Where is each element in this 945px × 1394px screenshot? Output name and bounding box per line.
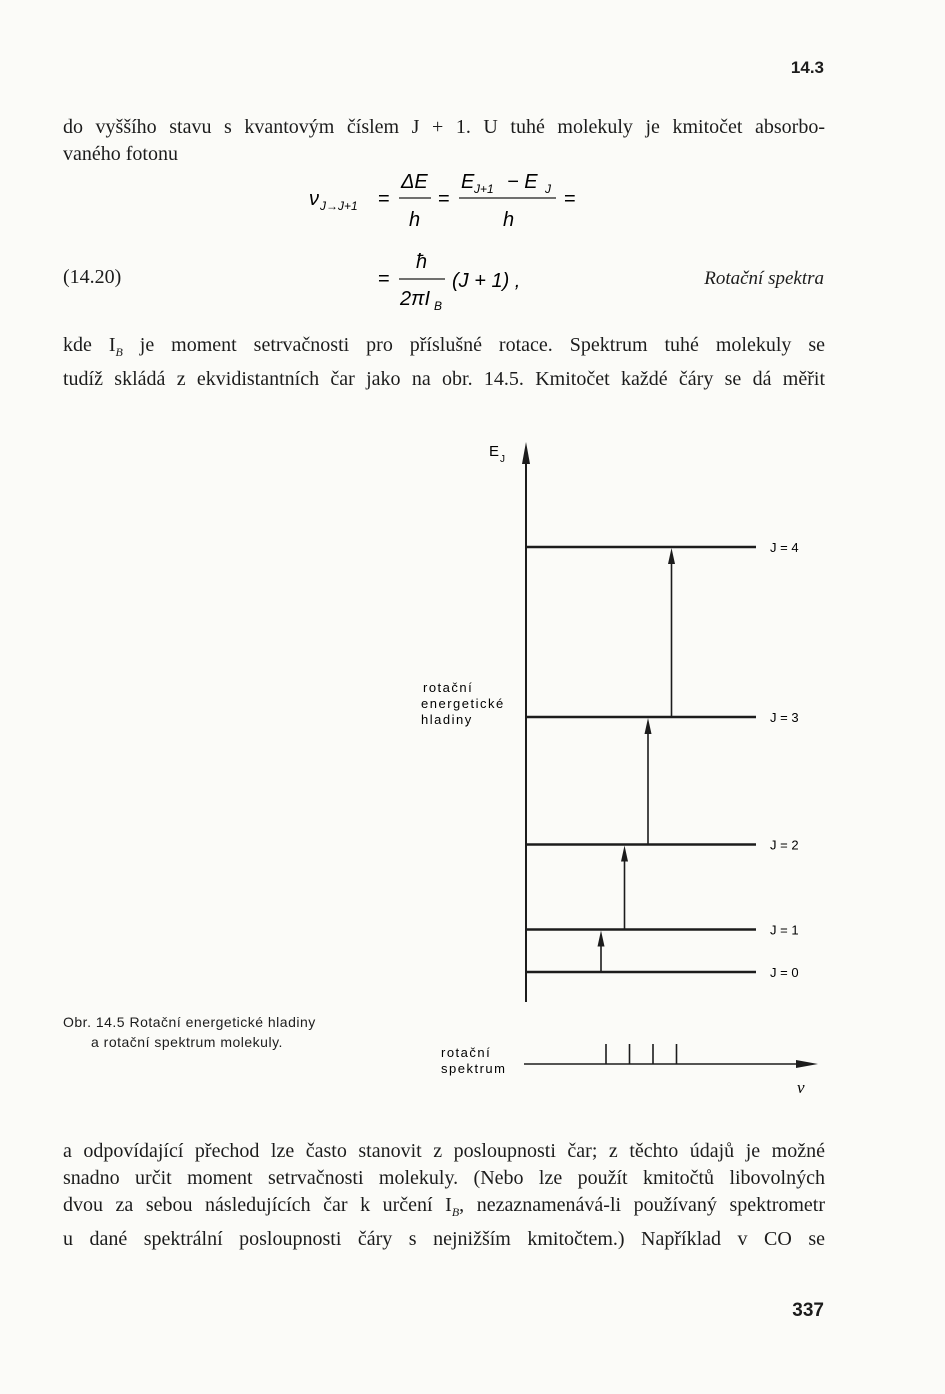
text-line: dvou za sebou následujících čar k určení $I_B$, nezaznamenává-li používaný spektrometr <box>63 1194 826 1219</box>
paragraph-mid <box>63 332 825 393</box>
transition-arrowhead-1 <box>621 846 628 862</box>
spectrum-label-line: spektrum <box>441 1061 507 1076</box>
section-number: 14.3 <box>790 58 824 77</box>
spectrum-axis-arrow <box>796 1060 818 1068</box>
text-line: vaného fotonu <box>63 143 178 165</box>
spectrum-axis-label: ν <box>797 1078 805 1097</box>
eq-nu-sub: J→J+1 <box>320 199 358 213</box>
axis-label: E <box>489 443 500 460</box>
text-line: kde $I_B$ je moment setrvačnosti pro příslušné rotace. Spektrum tuhé molekuly se <box>63 334 825 359</box>
eq-hbar: ħ <box>416 251 428 273</box>
eq-e-j1: E <box>461 171 475 193</box>
eq-ib-sub: B <box>434 299 443 313</box>
eq-factor: (J + 1) , <box>452 270 521 292</box>
transition-arrowhead-2 <box>645 718 652 734</box>
eq-h2: h <box>503 209 515 231</box>
transition-arrowhead-3 <box>668 548 675 564</box>
eq-ej-sub: J <box>545 182 551 196</box>
text-line: snadno určit moment setrvačnosti molekuly. (Nebo lze použít kmitočtů libovolných <box>63 1167 825 1189</box>
levels-label-line: energetické <box>421 696 505 711</box>
eq-h1: h <box>409 209 421 231</box>
transition-arrowhead-0 <box>598 931 605 947</box>
spectrum-label-line: rotační <box>441 1045 492 1060</box>
paragraph-bottom <box>63 1138 825 1253</box>
text-line: tudíž skládá z ekvidistantních čar jako na obr. 14.5. Kmitočet každé čáry se dá měřit <box>63 368 825 390</box>
text-line: do vyššího stavu s kvantovým číslem J + 1. U tuhé molekuly je kmitočet absorbo- <box>63 116 825 138</box>
eq-nu: ν <box>309 188 319 210</box>
svg-text:=: = <box>378 268 390 290</box>
svg-text:=: = <box>378 188 390 210</box>
equation-14-20 <box>0 160 945 320</box>
axis-label-sub: J <box>500 454 505 465</box>
svg-text:=: = <box>438 188 450 210</box>
eq-minus-ej: − E <box>507 171 538 193</box>
equation-number: (14.20) <box>63 266 122 288</box>
level-label: J = 0 <box>770 965 799 980</box>
level-label: J = 4 <box>770 540 799 555</box>
level-label: J = 2 <box>770 837 799 853</box>
levels-label-line: hladiny <box>421 712 473 727</box>
energy-axis-arrow <box>522 442 530 464</box>
text-line: u dané spektrální posloupnosti čáry s nejnižším kmitočtem.) Například v CO se <box>63 1228 825 1250</box>
page-number: 337 <box>792 1300 824 1321</box>
eq-delta-e: ΔE <box>401 171 428 193</box>
level-label: J = 1 <box>770 922 799 938</box>
eq-e-j1-sub: J+1 <box>474 182 494 196</box>
levels-label-line: rotační <box>423 680 474 695</box>
text-line: a odpovídající přechod lze často stanovit z posloupnosti čar; z těchto údajů je možné <box>63 1140 825 1162</box>
level-label: J = 3 <box>770 710 799 725</box>
eq-2pi-i: 2πI <box>400 288 431 310</box>
figure-14-5 <box>0 430 945 1110</box>
svg-text:=: = <box>564 188 576 210</box>
figure-caption: Obr. 14.5 Rotační energetické hladiny a rotační spektrum molekuly. <box>63 1014 316 1050</box>
margin-label: Rotační spektra <box>704 268 824 289</box>
